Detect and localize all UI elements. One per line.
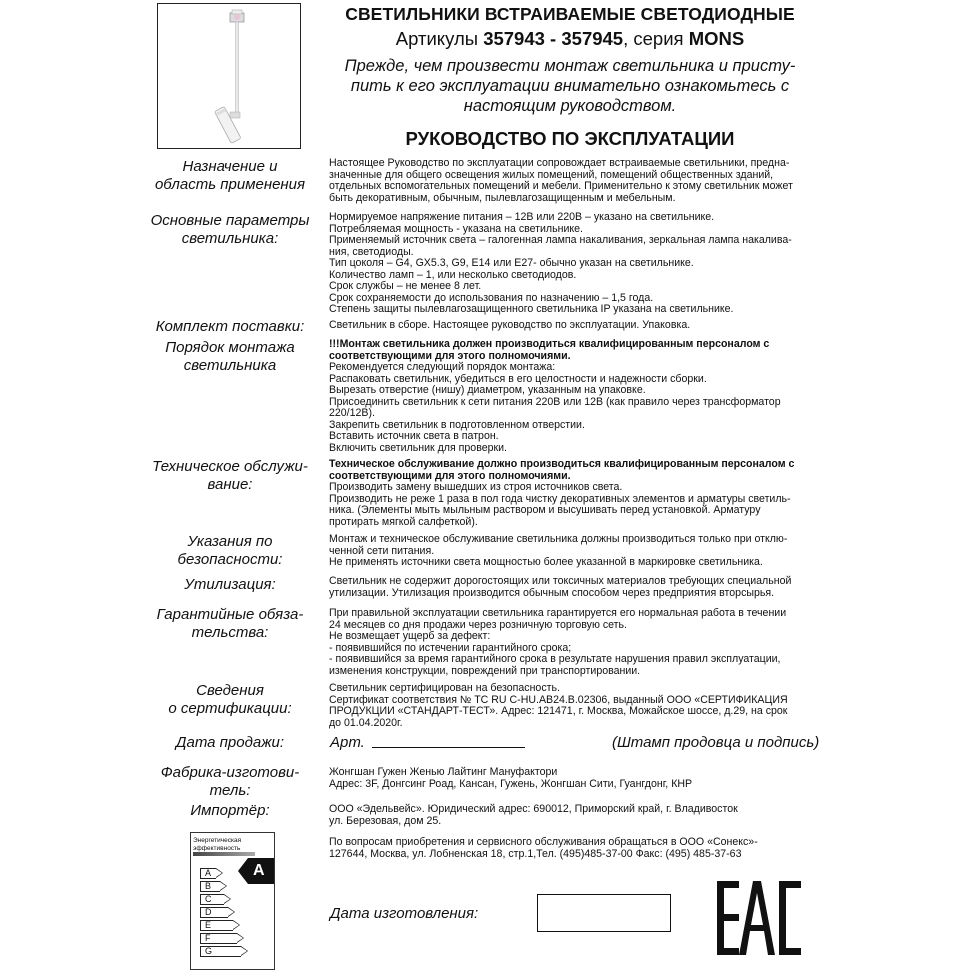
importer-label: Импортёр: (190, 802, 270, 819)
energy-class-bar (200, 920, 233, 931)
text-line: Количество ламп – 1, или несколько светодиодов. (329, 268, 577, 281)
section-label-purpose (150, 158, 310, 194)
energy-scale-strip (193, 852, 255, 856)
seller-stamp-note: (Штамп продовца и подпись) (612, 734, 820, 751)
section-text-maintenance (329, 459, 809, 528)
label-line: безопасности: (177, 551, 283, 568)
text-line: Тип цоколя – G4, GX5.3, G9, E14 или E27- обычно указан на светильнике. (329, 257, 694, 269)
text-line: Адрес: 3F, Донгсинг Роад, Кансан, Гужень, Жонгшан Сити, Гуангдонг, КНР (329, 777, 693, 790)
label-line: область применения (154, 176, 306, 193)
energy-class-bar (200, 933, 237, 944)
text-line: - появившийся за время гарантийного срока в результате нарушения правил эксплуатации, (329, 653, 781, 665)
label-line: о сертификации: (168, 700, 292, 717)
manual-heading: РУКОВОДСТВО ПО ЭКСПЛУАТАЦИИ (405, 128, 735, 149)
text-line: Не применять источники света мощностью более указанной в маркировке светильника. (329, 556, 763, 568)
label-line: тель: (209, 782, 251, 799)
text-line: Потребляемая мощность - указана на светильнике. (329, 222, 583, 235)
text-line: Вырезать отверстие (нишу) диаметром, указанным на упаковке. (329, 384, 646, 396)
text-line: ния, светодиоды. (329, 245, 414, 258)
section-label-warranty (150, 606, 310, 642)
text-line: Жонгшан Гужен Женью Лайтинг Мануфактори (329, 766, 558, 778)
text-line: 24 месяцев со дня продажи через розничную торговую сеть. (329, 618, 627, 631)
article-label: Арт. (330, 734, 365, 751)
section-text-safety (329, 534, 809, 569)
text-line: Присоединить светильник к сети питания 220В или 12В (как правило через трансформатор (329, 395, 781, 408)
section-label-certification (150, 682, 310, 718)
text-line: до 01.04.2020г. (329, 716, 403, 729)
text-line: Светильник не содержит дорогостоящих или токсичных материалов требующих специальной (329, 575, 792, 587)
text-line: протирать мягкой салфеткой). (329, 515, 478, 528)
bold-line: соответствующими для этого полномочиями. (329, 349, 571, 362)
text-line: Срок службы – не менее 8 лет. (329, 280, 482, 292)
label-line: Фабрика-изготови- (160, 764, 300, 781)
text-line: Монтаж и техническое обслуживание светильника должны производиться только при отклю- (329, 533, 788, 545)
label-line: Порядок монтажа (165, 339, 295, 356)
importer-text (329, 804, 809, 827)
text-line: При правильной эксплуатации светильника гарантируется его нормальная работа в течении (329, 607, 787, 619)
text-line: Степень защиты пылевлагозащищенного светильника IP указана на светильнике. (329, 303, 734, 315)
text-line: ул. Березовая, дом 25. (329, 814, 442, 827)
text-line: Вставить источник света в патрон. (329, 430, 499, 442)
text-line: Сертификат соответствия № TC RU C-HU.AB24.B.02306, выданный ООО «СЕРТИФИКАЦИЯ (329, 693, 788, 706)
section-text-parameters (329, 212, 809, 316)
label-line: Назначение и (182, 158, 278, 175)
warning-note (330, 56, 810, 116)
document-title: СВЕТИЛЬНИКИ ВСТРАИВАЕМЫЕ СВЕТОДИОДНЫЕ (345, 4, 795, 24)
text-line: Включить светильник для проверки. (329, 441, 507, 454)
text-line: Закрепить светильник в подготовленном отверстии. (329, 418, 585, 431)
section-text-package (329, 320, 809, 332)
bold-line: !!!Монтаж светильника должен производиться квалифицированным персоналом с (329, 338, 770, 350)
bold-line: соответствующими для этого полномочиями. (329, 469, 571, 482)
label-line: Утилизация: (184, 576, 276, 593)
text-line: Светильник сертифицирован на безопасность. (329, 682, 560, 694)
manufacturer-label (150, 764, 310, 800)
label-line: светильника (183, 357, 277, 374)
energy-class-letter: B (205, 881, 212, 891)
energy-class-bar (200, 881, 220, 892)
text-line: значенные для общего освещения жилых помещений, помещений общественных зданий, (329, 168, 774, 181)
text-line: утилизации. Утилизация производится обычным способом через предприятия вторсырья. (329, 586, 775, 599)
energy-class-letter: G (205, 946, 213, 956)
text-line: Распаковать светильник, убедиться в его целостности и надежности сборки. (329, 372, 707, 385)
energy-class-bar (200, 946, 241, 957)
series-name: MONS (688, 28, 745, 49)
sale-date-label: Дата продажи: (175, 734, 285, 751)
section-label-package (150, 318, 310, 336)
articles-numbers: 357943 - 357945 (483, 28, 624, 49)
energy-class-letter: D (205, 907, 212, 917)
manufacture-date-label: Дата изготовления: (330, 905, 479, 922)
section-label-disposal (150, 576, 310, 594)
text-line: 220/12В). (329, 407, 375, 419)
articles-line (305, 28, 835, 50)
section-text-purpose (329, 158, 809, 204)
section-label-safety (150, 533, 310, 569)
warning-line: Прежде, чем произвести монтаж светильника и присту- (344, 57, 796, 75)
label-line: Основные параметры (150, 212, 310, 229)
text-line: Рекомендуется следующий порядок монтажа: (329, 361, 556, 373)
section-text-warranty (329, 608, 809, 677)
selected-energy-class: A (253, 862, 265, 879)
text-line: ченной сети питания. (329, 544, 435, 557)
text-line: Не возмещает ущерб за дефект: (329, 630, 491, 642)
text-line: По вопросам приобретения и сервисного обслуживания обращаться в ООО «Сонекс»- (329, 836, 758, 848)
energy-class-letter: C (205, 894, 212, 904)
text-line: Светильник в сборе. Настоящее руководство по эксплуатации. Упаковка. (329, 319, 691, 331)
energy-label-title (193, 837, 253, 852)
energy-class-letter: A (205, 868, 212, 878)
text-line: ПРОДУКЦИИ «СТАНДАРТ-ТЕСТ». Адрес: 121471, г. Москва, Можайское шоссе, д.29, на срок (329, 705, 788, 717)
article-fill-line[interactable] (372, 747, 525, 748)
label-line: Техническое обслужи- (152, 458, 308, 475)
warning-line: пить к его эксплуатации внимательно ознакомьтесь с (350, 77, 790, 95)
section-text-installation (329, 339, 809, 454)
text-line: ника. (Элементы мыть мыльным раствором и высушивать перед установкой. Арматуру (329, 504, 761, 516)
product-photo (157, 3, 301, 149)
section-text-certification (329, 683, 809, 729)
manufacture-date-box[interactable] (537, 894, 671, 932)
text-line: Применяемый источник света – галогенная лампа накаливания, зеркальная лампа накалива- (329, 234, 792, 246)
label-line: тельства: (191, 624, 269, 641)
energy-class-bar (200, 868, 216, 879)
text-line: Настоящее Руководство по эксплуатации сопровождает встраиваемые светильники, предна- (329, 157, 790, 169)
service-text (329, 837, 809, 860)
section-label-installation (150, 339, 310, 375)
energy-efficiency-label (190, 832, 275, 970)
section-label-parameters (150, 212, 310, 248)
luminaire-illustration (158, 4, 299, 147)
label-line: Гарантийные обяза- (156, 606, 304, 623)
energy-class-bar (200, 894, 224, 905)
text-line: быть декоративным, обычным, пылевлагозащищенным и мебельным. (329, 191, 676, 204)
text-line: Нормируемое напряжение питания – 12В или 220В – указано на светильнике. (329, 211, 715, 223)
energy-class-letter: E (205, 920, 212, 930)
text-line: ООО «Эдельвейс». Юридический адрес: 690012, Приморский край, г. Владивосток (329, 803, 738, 815)
text-line: отдельных вспомогательных помещений и мебели. Применительно к этому светильник может (329, 180, 793, 192)
manufacturer-text (329, 767, 809, 790)
text-line: Производить не реже 1 раза в пол года чистку декоративных элементов и арматуры светиль- (329, 492, 791, 505)
articles-prefix: Артикулы (395, 28, 484, 49)
label-line: эффективность (193, 844, 241, 852)
text-line: Срок сохраняемости до использования по назначению – 1,5 года. (329, 291, 654, 304)
energy-class-letter: F (205, 933, 211, 943)
text-line: изменения конструкции, повреждений при транспортировании. (329, 664, 641, 677)
section-text-disposal (329, 576, 809, 599)
articles-mid: , серия (623, 28, 689, 49)
text-line: - появившийся по истечении гарантийного срока; (329, 641, 572, 654)
label-line: Энергетическая (193, 837, 242, 844)
text-line: Производить замену вышедших из строя источников света. (329, 481, 623, 493)
warning-line: настоящим руководством. (463, 97, 677, 115)
section-label-maintenance (150, 458, 310, 494)
label-line: Комплект поставки: (155, 318, 305, 335)
label-line: Указания по (187, 533, 273, 550)
eac-certification-mark (717, 881, 801, 955)
label-line: светильника: (181, 230, 279, 247)
energy-class-bar (200, 907, 228, 918)
label-line: вание: (207, 476, 253, 493)
bold-line: Техническое обслуживание должно производиться квалифицированным персоналом с (329, 458, 795, 470)
text-line: 127644, Москва, ул. Лобненская 18, стр.1,Тел. (495)485-37-00 Факс: (495) 485-37-63 (329, 847, 742, 860)
label-line: Сведения (196, 682, 264, 699)
